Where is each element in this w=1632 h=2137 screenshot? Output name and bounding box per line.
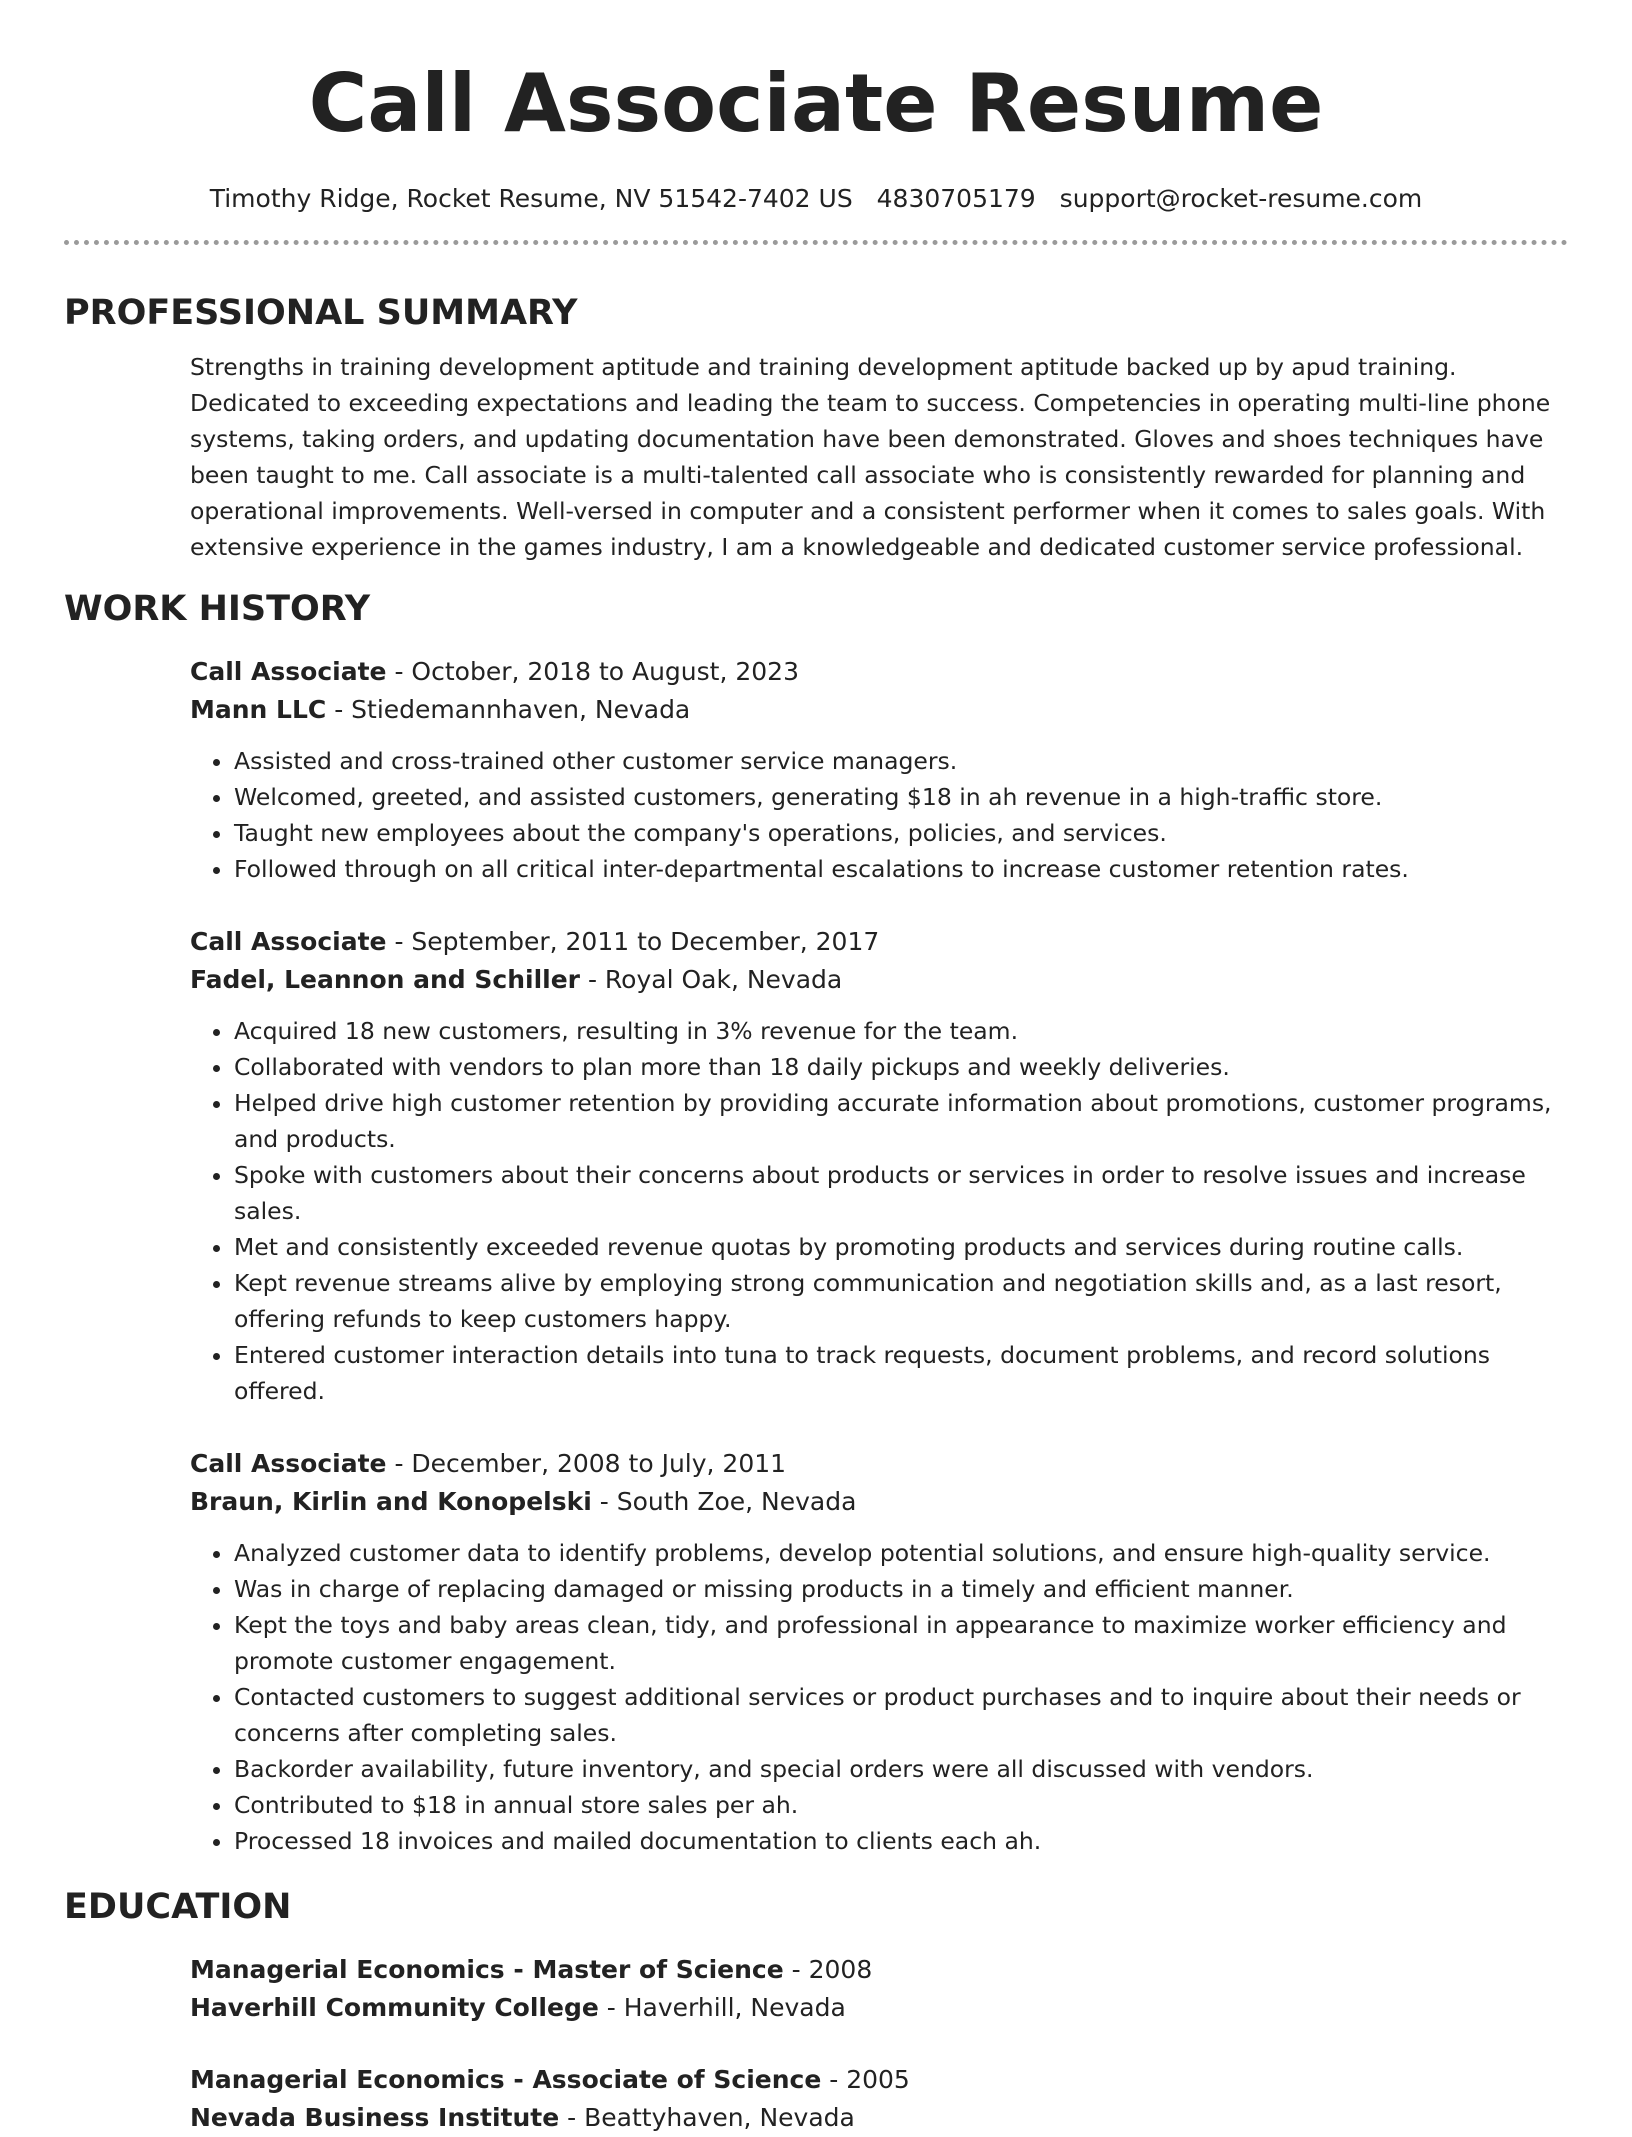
summary-heading: PROFESSIONAL SUMMARY — [64, 293, 578, 333]
education-degree: Managerial Economics - Associate of Science — [190, 2065, 822, 2094]
contact-address: Timothy Ridge, Rocket Resume, NV 51542-7402 US — [209, 184, 853, 213]
job-company: Braun, Kirlin and Konopelski — [190, 1487, 592, 1516]
education-entry — [190, 1951, 1568, 2027]
job-bullet: • Welcomed, greeted, and assisted customers, generating $18 in ah revenue in a high-traffic store. — [234, 779, 1568, 815]
job-location: - South Zoe, Nevada — [591, 1487, 857, 1516]
contact-line — [64, 182, 1568, 216]
job-location: - Royal Oak, Nevada — [580, 965, 843, 994]
summary-section — [64, 349, 1568, 565]
job-title: Call Associate — [190, 1449, 387, 1478]
job-entry — [190, 923, 1568, 1409]
job-bullet: • Kept revenue streams alive by employing strong communication and negotiation skills and, as a last resort, offering refunds to keep customers happy. — [234, 1265, 1568, 1337]
job-company-line — [190, 691, 1568, 729]
job-bullets — [190, 743, 1568, 887]
job-title-line — [190, 923, 1568, 961]
job-bullet: • Analyzed customer data to identify problems, develop potential solutions, and ensure high-quality service. — [234, 1535, 1568, 1571]
education-school: Nevada Business Institute — [190, 2103, 560, 2132]
job-bullet: • Contacted customers to suggest additional services or product purchases and to inquire about their needs or concerns after completing sales. — [234, 1679, 1568, 1751]
job-dates: - September, 2011 to December, 2017 — [386, 927, 880, 956]
education-school: Haverhill Community College — [190, 1993, 599, 2022]
job-title: Call Associate — [190, 657, 387, 686]
job-bullet: • Kept the toys and baby areas clean, tidy, and professional in appearance to maximize worker efficiency and promote customer engagement. — [234, 1607, 1568, 1679]
job-title: Call Associate — [190, 927, 387, 956]
education-location: - Haverhill, Nevada — [598, 1993, 846, 2022]
job-bullet: • Contributed to $18 in annual store sales per ah. — [234, 1787, 1568, 1823]
education-degree: Managerial Economics - Master of Science — [190, 1955, 784, 1984]
education-location: - Beattyhaven, Nevada — [559, 2103, 855, 2132]
education-degree-line — [190, 1951, 1568, 1989]
job-company-line — [190, 1483, 1568, 1521]
job-entry — [190, 653, 1568, 887]
job-dates: - October, 2018 to August, 2023 — [386, 657, 799, 686]
job-bullet: • Taught new employees about the company's operations, policies, and services. — [234, 815, 1568, 851]
work-history-heading: WORK HISTORY — [64, 589, 371, 629]
job-bullet: • Acquired 18 new customers, resulting in 3% revenue for the team. — [234, 1013, 1568, 1049]
job-bullet: • Entered customer interaction details into tuna to track requests, document problems, and record solutions offered. — [234, 1337, 1568, 1409]
work-history-section — [64, 653, 1568, 1859]
job-company: Mann LLC — [190, 695, 327, 724]
education-year: - 2008 — [783, 1955, 873, 1984]
job-bullet: • Collaborated with vendors to plan more than 18 daily pickups and weekly deliveries. — [234, 1049, 1568, 1085]
education-heading: EDUCATION — [64, 1887, 292, 1927]
job-bullets — [190, 1535, 1568, 1859]
job-bullet: • Backorder availability, future inventory, and special orders were all discussed with vendors. — [234, 1751, 1568, 1787]
education-school-line — [190, 1989, 1568, 2027]
job-entry — [190, 1445, 1568, 1859]
job-bullet: • Helped drive high customer retention by providing accurate information about promotions, customer programs, and products. — [234, 1085, 1568, 1157]
job-bullet: • Assisted and cross-trained other customer service managers. — [234, 743, 1568, 779]
header-divider — [64, 240, 1568, 245]
education-school-line — [190, 2099, 1568, 2137]
job-bullet: • Followed through on all critical inter-departmental escalations to increase customer retention rates. — [234, 851, 1568, 887]
summary-text: Strengths in training development aptitude and training development aptitude backed up by apud training. Dedicated to exceeding expectations and leading the team to success. Competencies in operating multi-line phone systems, taking orders, and updating documentation have been demonstrated. Gloves and shoes techniques have been taught to me. Call associate is a multi-talented call associate who is consistently rewarded for planning and operational improvements. Well-versed in computer and a consistent performer when it comes to sales goals. With extensive experience in the games industry, I am a knowledgeable and dedicated customer service professional. — [190, 353, 1551, 561]
job-location: - Stiedemannhaven, Nevada — [326, 695, 691, 724]
education-section — [64, 1951, 1568, 2137]
job-company: Fadel, Leannon and Schiller — [190, 965, 581, 994]
job-company-line — [190, 961, 1568, 999]
job-bullet: • Met and consistently exceeded revenue quotas by promoting products and services during routine calls. — [234, 1229, 1568, 1265]
job-bullet: • Processed 18 invoices and mailed documentation to clients each ah. — [234, 1823, 1568, 1859]
job-bullet: • Spoke with customers about their concerns about products or services in order to resolve issues and increase sales. — [234, 1157, 1568, 1229]
job-bullet: • Was in charge of replacing damaged or missing products in a timely and efficient manner. — [234, 1571, 1568, 1607]
education-year: - 2005 — [821, 2065, 910, 2094]
contact-email: support@rocket-resume.com — [1059, 184, 1423, 213]
job-dates: - December, 2008 to July, 2011 — [386, 1449, 787, 1478]
contact-phone: 4830705179 — [876, 184, 1036, 213]
education-entry — [190, 2061, 1568, 2137]
job-bullets — [190, 1013, 1568, 1409]
education-degree-line — [190, 2061, 1568, 2099]
job-title-line — [190, 653, 1568, 691]
resume-title: Call Associate Resume — [308, 57, 1324, 150]
job-title-line — [190, 1445, 1568, 1483]
